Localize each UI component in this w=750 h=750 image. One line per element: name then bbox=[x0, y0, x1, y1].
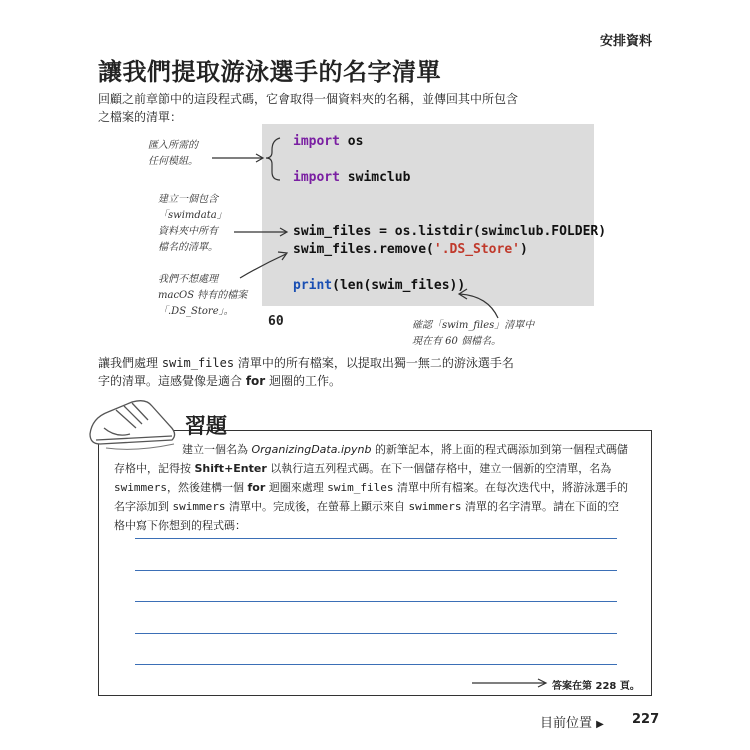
exercise-line-5: 格中寫下你想到的程式碼： bbox=[114, 519, 246, 532]
code-text: (len(swim_files)) bbox=[332, 278, 466, 293]
text: 清單中。完成後，在螢幕上顯示來自 bbox=[225, 500, 409, 513]
inline-code: swimmers bbox=[408, 500, 462, 513]
code-line-3: swim_files = os.listdir(swimclub.FOLDER) bbox=[293, 224, 607, 239]
page-title: 讓我們提取游泳選手的名字清單 bbox=[98, 58, 441, 86]
footer-section-text: 目前位置 bbox=[540, 716, 593, 731]
writing-line bbox=[135, 570, 617, 571]
body-paragraph bbox=[98, 354, 518, 390]
writing-line bbox=[135, 664, 617, 665]
exercise-line-3 bbox=[114, 478, 638, 497]
inline-code: swim_files bbox=[327, 481, 394, 494]
text: 讓我們處理 bbox=[98, 356, 162, 370]
cell-output: 60 bbox=[268, 314, 284, 329]
keyword: import bbox=[293, 170, 340, 185]
code-text: ) bbox=[519, 242, 528, 257]
annotation-line: macOS 特有的檔案 bbox=[158, 290, 248, 301]
annotation-line: 匯入所需的 bbox=[148, 140, 198, 151]
page-number: 227 bbox=[632, 712, 660, 727]
text: 迴圈的工作。 bbox=[265, 374, 342, 388]
code-text: swimclub bbox=[339, 170, 411, 185]
annotation-line: 我們不想處理 bbox=[158, 274, 218, 285]
annotation-line: 現在有 60 個檔名。 bbox=[412, 336, 502, 347]
annotation-line: 任何模組。 bbox=[148, 156, 198, 167]
answer-reference: 答案在第 228 頁。 bbox=[552, 681, 640, 692]
text: 名字添加到 bbox=[114, 500, 173, 513]
triangle-right-icon: ▶ bbox=[596, 719, 604, 730]
annotation-line: 確認「swim_files」清單中 bbox=[412, 320, 535, 331]
footer-section-label bbox=[540, 712, 604, 731]
code-text: os bbox=[339, 134, 364, 149]
keyword: import bbox=[293, 134, 340, 149]
text: 清單中所有檔案。在每次迭代中，將游泳選手的 bbox=[393, 481, 628, 494]
exercise-line-4 bbox=[114, 497, 638, 516]
text: 清單中的所有檔案，以提取出獨一無二的游泳選手名 bbox=[234, 356, 514, 370]
text: 迴圈來處理 bbox=[265, 481, 328, 494]
paragraph-line-1 bbox=[98, 354, 518, 372]
keyword: for bbox=[247, 481, 266, 494]
annotation-line: 「swimdata」 bbox=[158, 210, 227, 221]
text: 的新筆記本，將上面的程式碼添加到第一個程式碼儲 bbox=[371, 443, 628, 456]
inline-code: swim_files bbox=[161, 356, 235, 370]
exercise-title: 習題 bbox=[185, 414, 227, 438]
annotation-line: 檔名的清單。 bbox=[158, 242, 218, 253]
builtin: print bbox=[293, 278, 333, 293]
exercise-line-1 bbox=[114, 440, 638, 459]
writing-line bbox=[135, 633, 617, 634]
writing-line bbox=[135, 538, 617, 539]
filename: OrganizingData.ipynb bbox=[251, 443, 372, 456]
intro-line-2: 之檔案的清單： bbox=[98, 110, 183, 124]
keyword: for bbox=[245, 374, 266, 388]
intro-line-1: 回顧之前章節中的這段程式碼，它會取得一個資料夾的名稱，並傳回其中所包含 bbox=[98, 92, 519, 106]
exercise-line-2 bbox=[114, 459, 638, 478]
annotation-line: 「.DS_Store」。 bbox=[158, 306, 234, 317]
exercise-text bbox=[114, 440, 638, 535]
code-text: swim_files.remove( bbox=[293, 242, 434, 257]
brace-shape bbox=[266, 138, 280, 180]
text: 建立一個名為 bbox=[182, 443, 252, 456]
string-literal: '.DS_Store' bbox=[433, 242, 520, 257]
text: ，然後建構一個 bbox=[166, 481, 248, 494]
text: 存格中，記得按 bbox=[114, 462, 195, 475]
text: 以執行這五列程式碼。在下一個儲存格中，建立一個新的空清單，名為 bbox=[266, 462, 612, 475]
annotation-line: 資料夾中所有 bbox=[158, 226, 218, 237]
text: 清單的名字清單。請在下面的空 bbox=[461, 500, 619, 513]
annotation-line: 建立一個包含 bbox=[158, 194, 218, 205]
text: 字的清單。這感覺像是適合 bbox=[98, 374, 246, 388]
inline-code: swimmers bbox=[172, 500, 226, 513]
key-combo: Shift+Enter bbox=[194, 462, 267, 475]
inline-code: swimmers bbox=[114, 481, 167, 494]
arrow-line bbox=[240, 254, 286, 278]
section-header: 安排資料 bbox=[599, 34, 652, 49]
writing-line bbox=[135, 601, 617, 602]
